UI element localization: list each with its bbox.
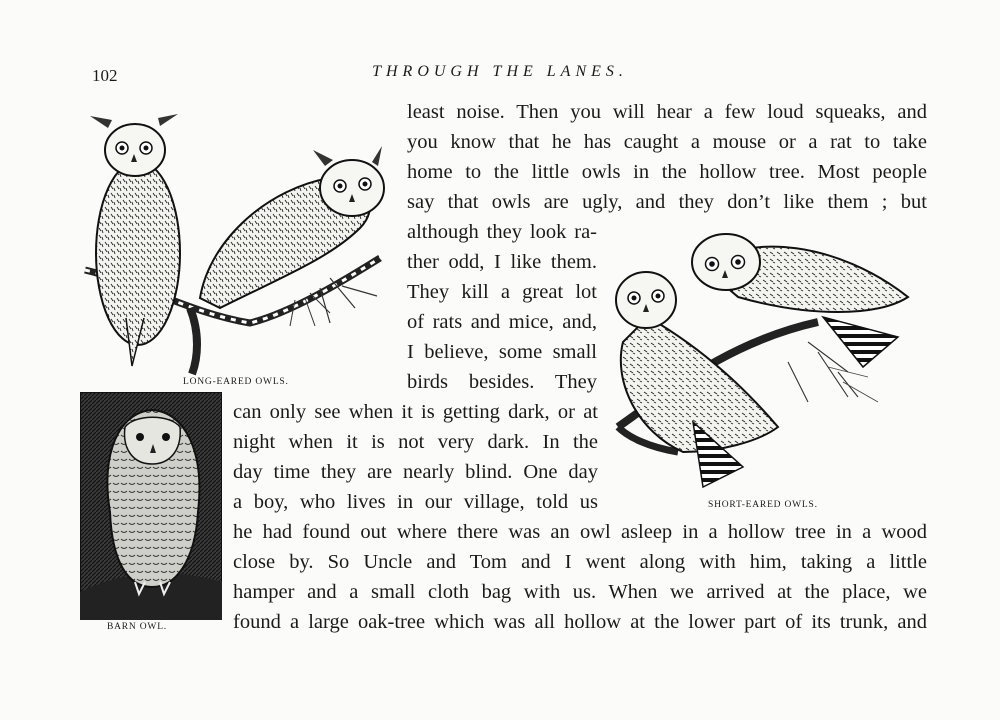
text-line: They kill a great lot [407,281,597,303]
text-line: found a large oak-tree which was all hollow at the lower part of its trunk, and [233,611,927,633]
barn-owl-illustration [80,392,222,620]
short-eared-owls-caption: SHORT-EARED OWLS. [708,500,818,510]
text-line: ther odd, I like them. [407,251,597,273]
text-line: least noise. Then you will hear a few loud squeaks, and [407,101,927,123]
text-line: I believe, some small [407,341,597,363]
text-line: you know that he has caught a mouse or a rat to take [407,131,927,153]
text-line: night when it is not very dark. In the [233,431,598,453]
page-number: 102 [92,66,118,85]
text-line: although they look ra- [407,221,597,243]
text-line: say that owls are ugly, and they don’t like them ; but [407,191,927,213]
long-eared-owls-caption: LONG-EARED OWLS. [183,377,289,387]
text-line: hamper and a small cloth bag with us. When we arrived at the place, we [233,581,927,603]
text-line: home to the little owls in the hollow tree. Most people [407,161,927,183]
long-eared-owls-illustration [80,108,390,376]
text-line: day time they are nearly blind. One day [233,461,598,483]
text-line: he had found out where there was an owl asleep in a hollow tree in a wood [233,521,927,543]
barn-owl-caption: BARN OWL. [107,622,167,632]
short-eared-owls-illustration [608,222,926,497]
text-line: a boy, who lives in our village, told us [233,491,598,513]
text-line: of rats and mice, and, [407,311,597,333]
text-line: can only see when it is getting dark, or at [233,401,598,423]
text-line: close by. So Uncle and Tom and I went along with him, taking a little [233,551,927,573]
text-line: birds besides. They [407,371,597,393]
running-title: THROUGH THE LANES. [372,63,628,80]
